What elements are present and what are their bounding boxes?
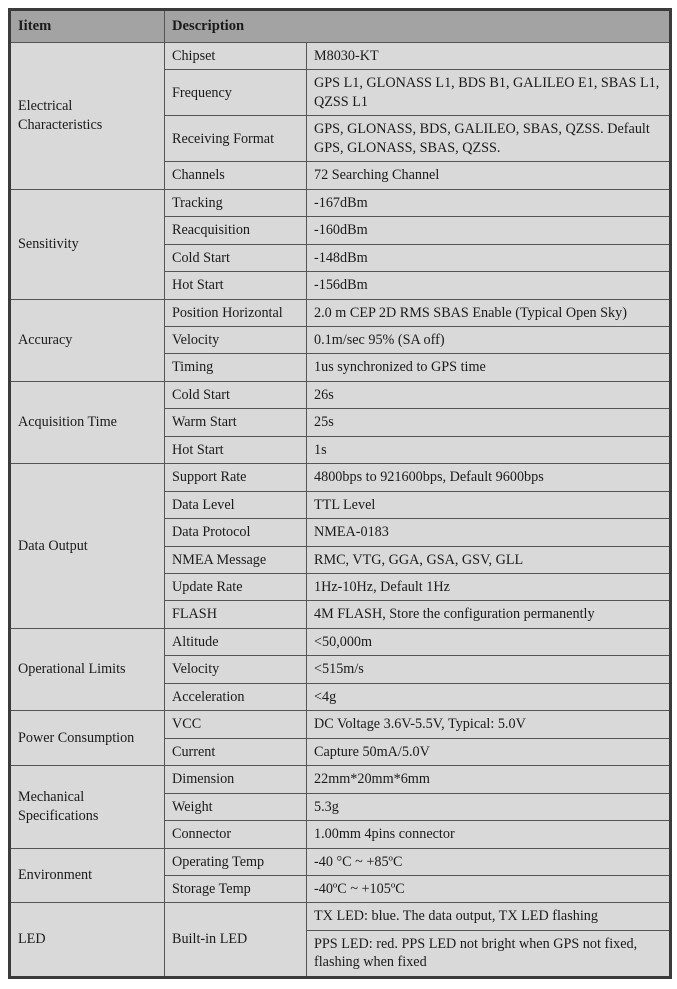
sub-label-cell: Channels [165, 162, 307, 189]
sub-label-cell: Data Protocol [165, 519, 307, 546]
description-cell: TX LED: blue. The data output, TX LED flashing [307, 903, 671, 930]
description-cell: RMC, VTG, GGA, GSA, GSV, GLL [307, 546, 671, 573]
table-row [10, 848, 671, 875]
group-label-cell: Acquisition Time [10, 381, 165, 463]
column-header-item: Iitem [10, 10, 165, 43]
group-label-cell: LED [10, 903, 165, 977]
sub-label-cell: Storage Temp [165, 876, 307, 903]
group-label-cell: Power Consumption [10, 711, 165, 766]
column-header-description: Description [165, 10, 671, 43]
sub-label-cell: Operating Temp [165, 848, 307, 875]
sub-label-cell: Warm Start [165, 409, 307, 436]
specification-table [8, 8, 672, 979]
description-cell: -40 °C ~ +85ºC [307, 848, 671, 875]
sub-label-cell: VCC [165, 711, 307, 738]
sub-label-cell: Support Rate [165, 464, 307, 491]
description-cell: <4g [307, 683, 671, 710]
group-label-cell: Environment [10, 848, 165, 903]
sub-label-cell: Velocity [165, 326, 307, 353]
sub-label-cell: Cold Start [165, 381, 307, 408]
sub-label-cell: Data Level [165, 491, 307, 518]
description-cell: GPS, GLONASS, BDS, GALILEO, SBAS, QZSS. Default GPS, GLONASS, SBAS, QZSS. [307, 116, 671, 162]
sub-label-cell: Altitude [165, 628, 307, 655]
table-row [10, 711, 671, 738]
description-cell: 0.1m/sec 95% (SA off) [307, 326, 671, 353]
description-cell: 1s [307, 436, 671, 463]
sub-label-cell: Current [165, 738, 307, 765]
sub-label-cell: Frequency [165, 70, 307, 116]
table-body [10, 42, 671, 977]
sub-label-cell: FLASH [165, 601, 307, 628]
table-header-row [10, 10, 671, 43]
description-cell: -148dBm [307, 244, 671, 271]
description-cell: 4M FLASH, Store the configuration permanently [307, 601, 671, 628]
group-label-cell: Mechanical Specifications [10, 766, 165, 848]
description-cell: -167dBm [307, 189, 671, 216]
description-cell: 1Hz-10Hz, Default 1Hz [307, 574, 671, 601]
description-cell: Capture 50mA/5.0V [307, 738, 671, 765]
table-row [10, 464, 671, 491]
sub-label-cell: Connector [165, 821, 307, 848]
sub-label-cell: Built-in LED [165, 903, 307, 977]
sub-label-cell: NMEA Message [165, 546, 307, 573]
description-cell: 22mm*20mm*6mm [307, 766, 671, 793]
table-row [10, 299, 671, 326]
description-cell: -40ºC ~ +105ºC [307, 876, 671, 903]
table-row [10, 903, 671, 930]
sub-label-cell: Receiving Format [165, 116, 307, 162]
table-row [10, 189, 671, 216]
group-label-cell: Data Output [10, 464, 165, 629]
description-cell: 72 Searching Channel [307, 162, 671, 189]
description-cell: <515m/s [307, 656, 671, 683]
description-cell: 26s [307, 381, 671, 408]
description-cell: PPS LED: red. PPS LED not bright when GPS not fixed, flashing when fixed [307, 930, 671, 977]
description-cell: 1.00mm 4pins connector [307, 821, 671, 848]
table-row [10, 628, 671, 655]
sub-label-cell: Dimension [165, 766, 307, 793]
sub-label-cell: Tracking [165, 189, 307, 216]
description-cell: DC Voltage 3.6V-5.5V, Typical: 5.0V [307, 711, 671, 738]
description-cell: 1us synchronized to GPS time [307, 354, 671, 381]
description-cell: NMEA-0183 [307, 519, 671, 546]
description-cell: 2.0 m CEP 2D RMS SBAS Enable (Typical Open Sky) [307, 299, 671, 326]
description-cell: <50,000m [307, 628, 671, 655]
sub-label-cell: Timing [165, 354, 307, 381]
sub-label-cell: Acceleration [165, 683, 307, 710]
sub-label-cell: Cold Start [165, 244, 307, 271]
sub-label-cell: Update Rate [165, 574, 307, 601]
sub-label-cell: Position Horizontal [165, 299, 307, 326]
table-header [10, 10, 671, 43]
description-cell: -156dBm [307, 272, 671, 299]
group-label-cell: Sensitivity [10, 189, 165, 299]
sub-label-cell: Hot Start [165, 272, 307, 299]
description-cell: TTL Level [307, 491, 671, 518]
description-cell: 25s [307, 409, 671, 436]
description-cell: 4800bps to 921600bps, Default 9600bps [307, 464, 671, 491]
table-row [10, 42, 671, 69]
group-label-cell: Accuracy [10, 299, 165, 381]
sub-label-cell: Reacquisition [165, 217, 307, 244]
sub-label-cell: Velocity [165, 656, 307, 683]
sub-label-cell: Weight [165, 793, 307, 820]
description-cell: M8030-KT [307, 42, 671, 69]
table-row [10, 766, 671, 793]
group-label-cell: Electrical Characteristics [10, 42, 165, 189]
sub-label-cell: Chipset [165, 42, 307, 69]
sub-label-cell: Hot Start [165, 436, 307, 463]
group-label-cell: Operational Limits [10, 628, 165, 710]
table-row [10, 381, 671, 408]
description-cell: -160dBm [307, 217, 671, 244]
description-cell: GPS L1, GLONASS L1, BDS B1, GALILEO E1, SBAS L1, QZSS L1 [307, 70, 671, 116]
description-cell: 5.3g [307, 793, 671, 820]
